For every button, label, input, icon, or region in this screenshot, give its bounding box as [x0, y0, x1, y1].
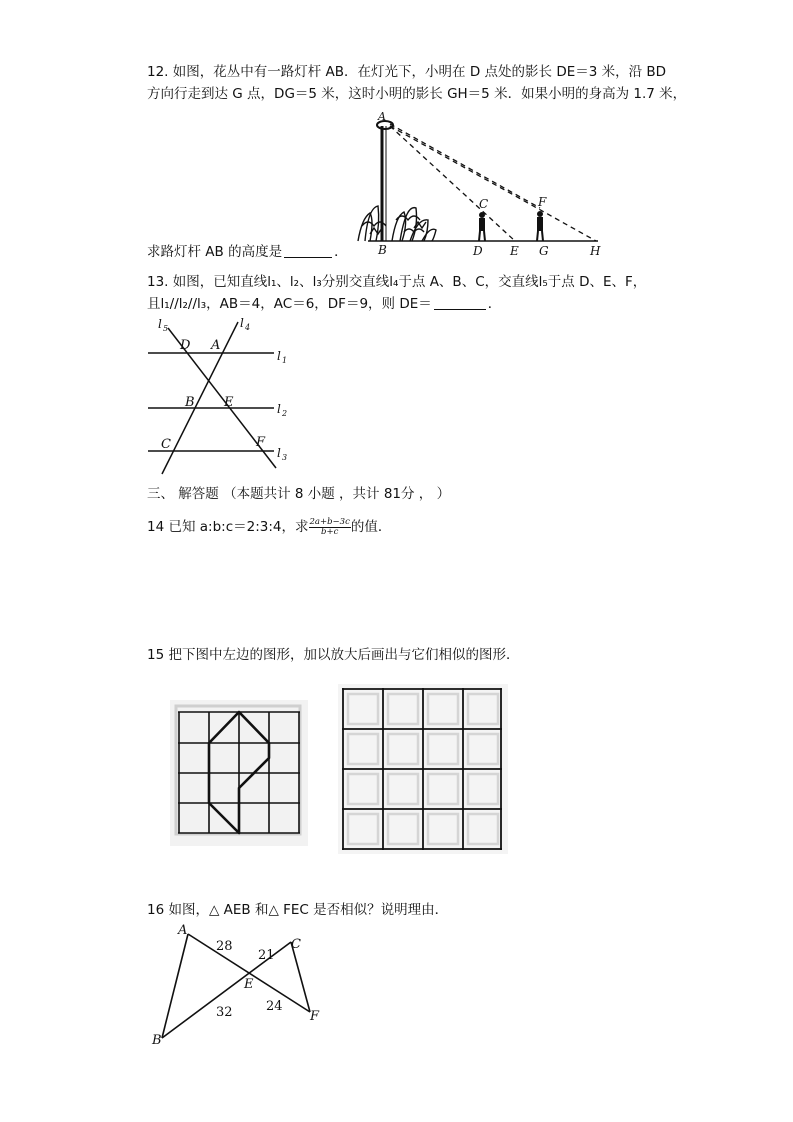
q13-label-l4: l — [240, 316, 244, 330]
q12-streetlight-figure — [340, 108, 610, 258]
q13-label-l3-sub: 3 — [282, 453, 288, 462]
q12-label-g: G — [539, 244, 549, 258]
q14-frac-den: b+c — [321, 526, 339, 537]
q15-line: 15 把下图中左边的图形，加以放大后画出与它们相似的图形． — [147, 647, 520, 663]
q13-label-l1-sub: 1 — [282, 356, 288, 365]
q12-label-h: H — [590, 244, 601, 258]
q12-label-d: D — [473, 244, 483, 258]
q13-line2-suffix: ． — [487, 296, 502, 312]
q13-label-l1: l — [277, 349, 281, 363]
q16-triangles-figure — [148, 920, 338, 1050]
q13-label-l5-sub: 5 — [163, 324, 169, 333]
q13-label-b: B — [185, 395, 195, 410]
q14-frac-num: 2a+b−3c — [309, 516, 350, 527]
q16-length-21: 21 — [258, 948, 275, 963]
person-at-g-icon — [537, 211, 543, 241]
q13-line2 — [147, 294, 501, 314]
q16-line: 16 如图，△ AEB 和△ FEC 是否相似？说明理由． — [147, 902, 449, 918]
q12-label-c: C — [479, 197, 489, 211]
q12-label-b: B — [378, 243, 387, 257]
section-3-title: 三、 解答题 （本题共计 8 小题 ，共计 81分 ， ） — [147, 486, 451, 502]
q14-line — [147, 517, 391, 537]
q12-line3-prefix: 求路灯杆 AB 的高度是 — [147, 244, 283, 260]
q13-label-e: E — [224, 395, 234, 410]
q13-label-l2: l — [277, 402, 281, 416]
flower-bush-icon — [358, 206, 436, 241]
q15-left-grid-figure — [172, 702, 312, 852]
q12-answer-blank[interactable] — [284, 243, 332, 258]
q16-label-e: E — [244, 977, 254, 992]
q16-label-f: F — [310, 1009, 320, 1024]
q12-line3-suffix: ． — [334, 244, 348, 260]
q13-label-l3: l — [277, 446, 281, 460]
q13-parallel-lines-figure — [140, 316, 300, 476]
q13-line2-prefix: 且l₁//l₂//l₃，AB＝4，AC＝6，DF＝9，则 DE＝ — [147, 296, 432, 312]
q14-suffix: 的值． — [350, 519, 392, 535]
q13-answer-blank[interactable] — [434, 295, 486, 310]
q12-line2: 方向行走到达 G 点，DG＝5 米，这时小明的影长 GH＝5 米．如果小明的身高为 1.7 米， — [147, 86, 687, 102]
q13-label-c: C — [161, 437, 171, 452]
q13-label-d: D — [180, 338, 191, 353]
q12-label-e: E — [510, 244, 519, 258]
q16-length-28: 28 — [216, 939, 233, 954]
q13-label-l4-sub: 4 — [245, 323, 251, 332]
q13-label-l2-sub: 2 — [282, 409, 288, 418]
q13-line1: 13. 如图，已知直线l₁、l₂、l₃分别交直线l₄于点 A、B、C，交直线l₅于点 D、E、F， — [147, 274, 647, 290]
q16-length-32: 32 — [216, 1005, 233, 1020]
q12-label-f: F — [538, 195, 547, 209]
person-at-d-icon — [479, 212, 485, 241]
q13-label-l5: l — [158, 317, 162, 331]
q16-label-a: A — [178, 923, 188, 938]
q13-label-a: A — [211, 338, 221, 353]
q14-fraction — [309, 518, 351, 537]
q15-right-grid-figure — [338, 684, 510, 856]
q16-label-c: C — [291, 937, 301, 952]
q16-length-24: 24 — [266, 999, 283, 1014]
q12-label-a: A — [378, 110, 386, 123]
q13-label-f: F — [256, 435, 266, 450]
q12-line3 — [147, 242, 348, 262]
q14-prefix: 14 已知 a:b:c＝2:3:4，求 — [147, 519, 309, 535]
q12-line1: 12. 如图，花丛中有一路灯杆 AB．在灯光下，小明在 D 点处的影长 DE＝3 米，沿 BD — [147, 64, 667, 80]
q16-label-b: B — [152, 1033, 162, 1048]
